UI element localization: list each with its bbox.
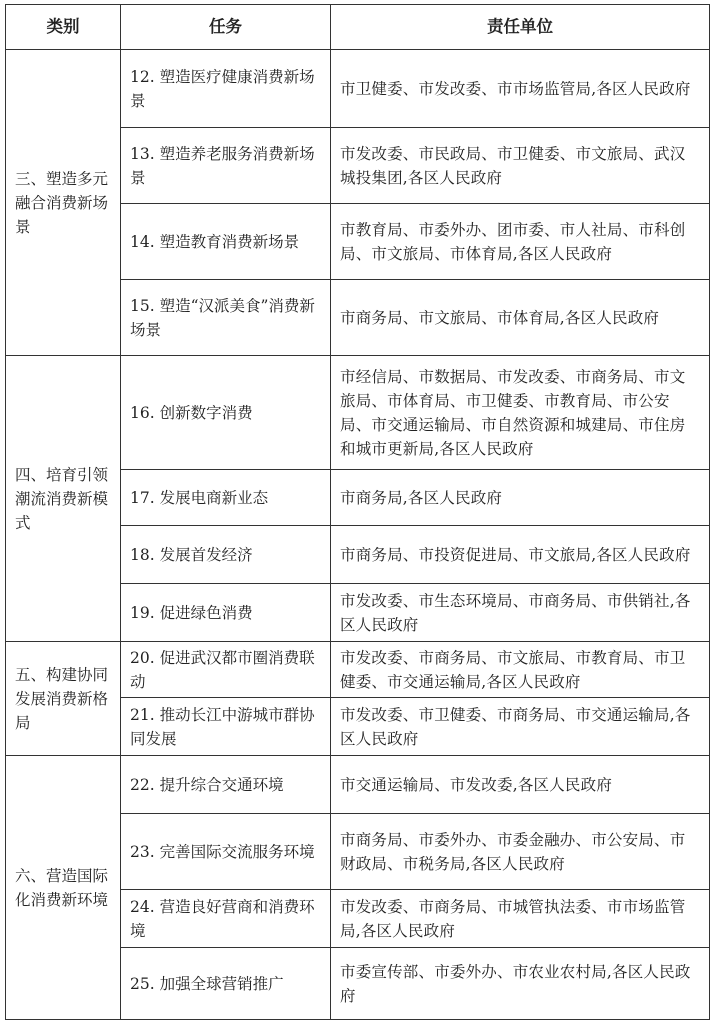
header-task: 任务 bbox=[121, 5, 331, 50]
category-cell: 三、塑造多元融合消费新场景 bbox=[6, 50, 121, 356]
task-cell: 15. 塑造“汉派美食”消费新场景 bbox=[121, 280, 331, 356]
units-cell: 市商务局,各区人民政府 bbox=[331, 470, 710, 526]
units-cell: 市发改委、市卫健委、市商务局、市交通运输局,各区人民政府 bbox=[331, 698, 710, 756]
table-row bbox=[6, 50, 710, 128]
units-cell: 市发改委、市商务局、市文旅局、市教育局、市卫健委、市交通运输局,各区人民政府 bbox=[331, 642, 710, 698]
category-cell: 五、构建协同发展消费新格局 bbox=[6, 642, 121, 756]
units-cell: 市发改委、市商务局、市城管执法委、市市场监管局,各区人民政府 bbox=[331, 890, 710, 948]
units-cell: 市卫健委、市发改委、市市场监管局,各区人民政府 bbox=[331, 50, 710, 128]
task-cell: 25. 加强全球营销推广 bbox=[121, 948, 331, 1020]
header-category: 类别 bbox=[6, 5, 121, 50]
units-cell: 市商务局、市文旅局、市体育局,各区人民政府 bbox=[331, 280, 710, 356]
table-row bbox=[6, 356, 710, 470]
task-cell: 18. 发展首发经济 bbox=[121, 526, 331, 584]
task-cell: 20. 促进武汉都市圈消费联动 bbox=[121, 642, 331, 698]
task-cell: 24. 营造良好营商和消费环境 bbox=[121, 890, 331, 948]
table-row bbox=[6, 642, 710, 698]
category-cell: 六、营造国际化消费新环境 bbox=[6, 756, 121, 1020]
header-units: 责任单位 bbox=[331, 5, 710, 50]
units-cell: 市委宣传部、市委外办、市农业农村局,各区人民政府 bbox=[331, 948, 710, 1020]
units-cell: 市经信局、市数据局、市发改委、市商务局、市文旅局、市体育局、市卫健委、市教育局、市公安局、市交通运输局、市自然资源和城建局、市住房和城市更新局,各区人民政府 bbox=[331, 356, 710, 470]
units-cell: 市发改委、市生态环境局、市商务局、市供销社,各区人民政府 bbox=[331, 584, 710, 642]
task-cell: 12. 塑造医疗健康消费新场景 bbox=[121, 50, 331, 128]
task-cell: 23. 完善国际交流服务环境 bbox=[121, 814, 331, 890]
task-cell: 21. 推动长江中游城市群协同发展 bbox=[121, 698, 331, 756]
task-cell: 16. 创新数字消费 bbox=[121, 356, 331, 470]
task-cell: 19. 促进绿色消费 bbox=[121, 584, 331, 642]
task-cell: 17. 发展电商新业态 bbox=[121, 470, 331, 526]
table-body bbox=[6, 50, 710, 1020]
units-cell: 市商务局、市委外办、市委金融办、市公安局、市财政局、市税务局,各区人民政府 bbox=[331, 814, 710, 890]
task-cell: 14. 塑造教育消费新场景 bbox=[121, 204, 331, 280]
category-cell: 四、培育引领潮流消费新模式 bbox=[6, 356, 121, 642]
task-cell: 22. 提升综合交通环境 bbox=[121, 756, 331, 814]
units-cell: 市商务局、市投资促进局、市文旅局,各区人民政府 bbox=[331, 526, 710, 584]
units-cell: 市教育局、市委外办、团市委、市人社局、市科创局、市文旅局、市体育局,各区人民政府 bbox=[331, 204, 710, 280]
units-cell: 市交通运输局、市发改委,各区人民政府 bbox=[331, 756, 710, 814]
header-row bbox=[6, 5, 710, 50]
table-header bbox=[6, 5, 710, 50]
units-cell: 市发改委、市民政局、市卫健委、市文旅局、武汉城投集团,各区人民政府 bbox=[331, 128, 710, 204]
responsibility-table bbox=[5, 4, 710, 1020]
task-cell: 13. 塑造养老服务消费新场景 bbox=[121, 128, 331, 204]
table-row bbox=[6, 756, 710, 814]
